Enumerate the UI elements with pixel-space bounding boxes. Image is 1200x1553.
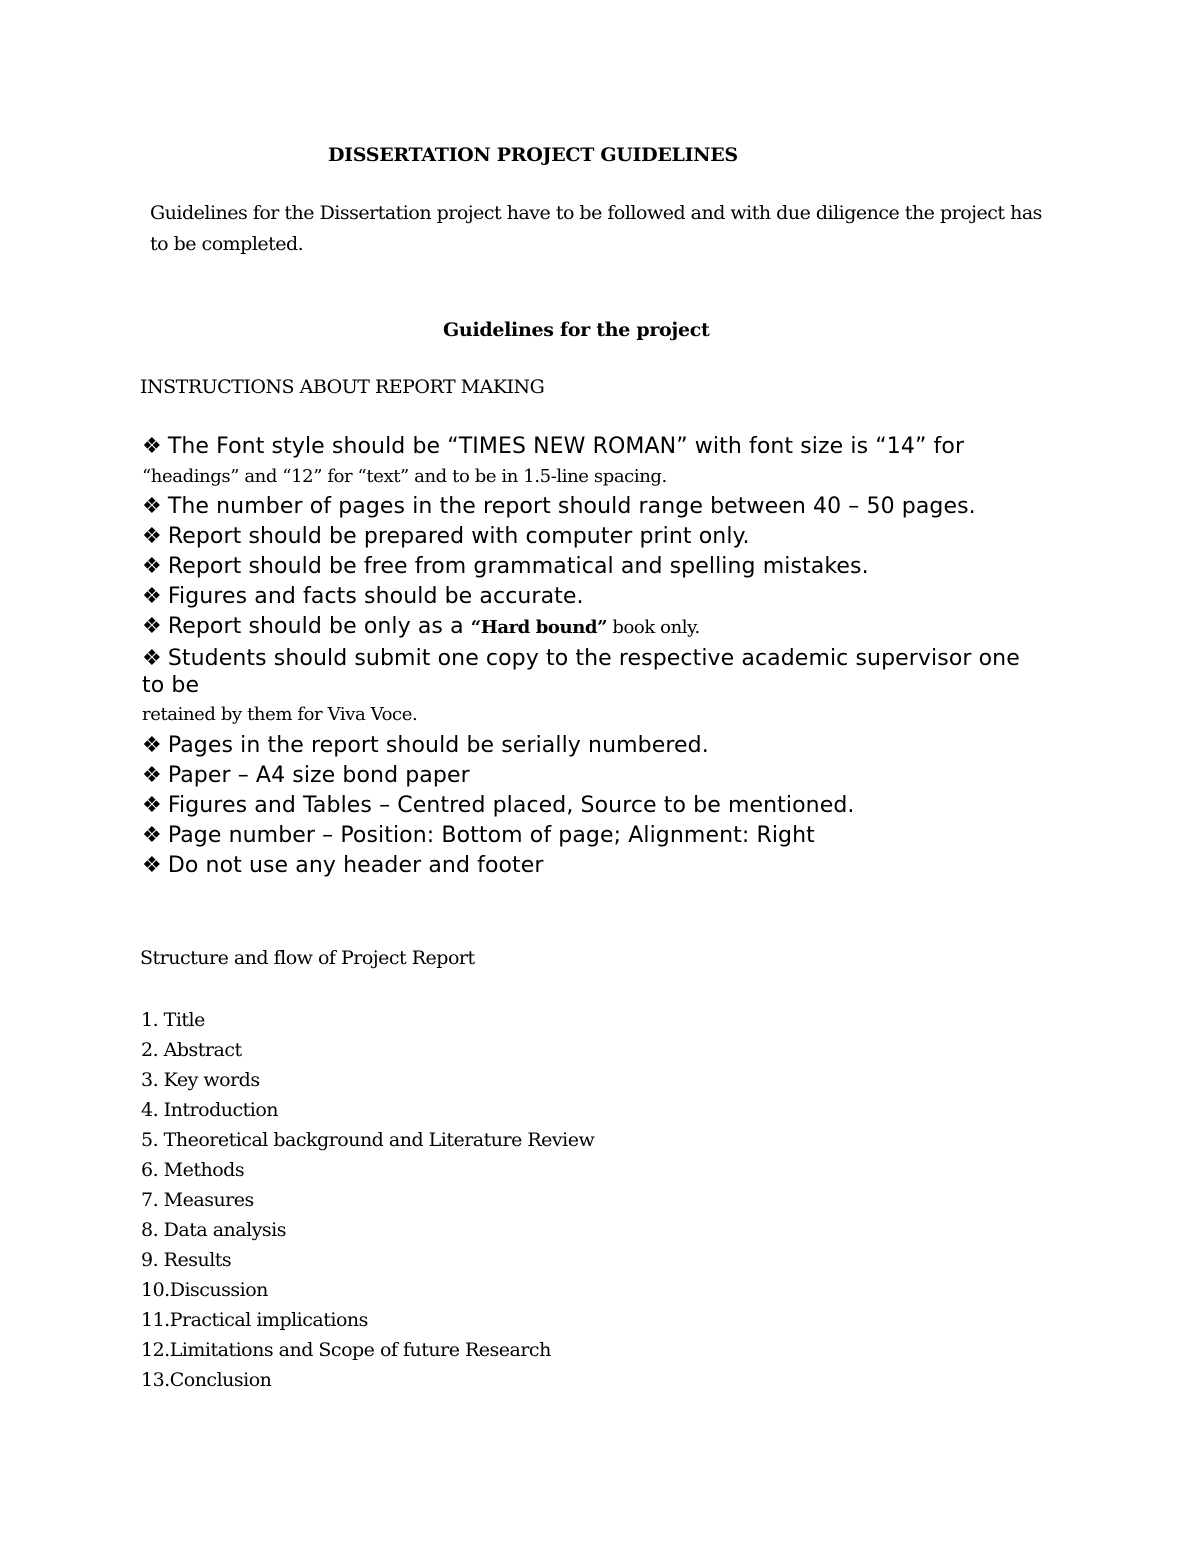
list-item: 10.Discussion <box>141 1279 268 1301</box>
rule-text: Report should be only as a <box>167 614 471 639</box>
rule-item <box>142 791 1062 821</box>
rule-text: Do not use any header and footer <box>167 853 544 878</box>
diamond-bullet-icon: ❖ <box>142 763 162 788</box>
list-item: 2. Abstract <box>141 1039 242 1061</box>
rule-item <box>142 552 1062 582</box>
list-item: 12.Limitations and Scope of future Research <box>141 1339 551 1361</box>
rule-item <box>142 612 1062 643</box>
list-item: 7. Measures <box>141 1189 254 1211</box>
diamond-bullet-icon: ❖ <box>142 733 162 758</box>
diamond-bullet-icon: ❖ <box>142 524 162 549</box>
diamond-bullet-icon: ❖ <box>142 584 162 609</box>
rule-item <box>142 432 1062 462</box>
list-item: 13.Conclusion <box>141 1369 272 1391</box>
structure-list <box>141 1005 594 1395</box>
list-item: 4. Introduction <box>141 1099 278 1121</box>
rule-text: Paper – A4 size bond paper <box>167 763 470 788</box>
list-item: 3. Key words <box>141 1069 260 1091</box>
rule-text: Page number – Position: Bottom of page; Alignment: Right <box>167 823 815 848</box>
structure-heading: Structure and flow of Project Report <box>140 947 475 969</box>
rule-item <box>142 582 1062 612</box>
diamond-bullet-icon: ❖ <box>142 434 162 459</box>
list-item: 1. Title <box>141 1009 205 1031</box>
list-item: 6. Methods <box>141 1159 245 1181</box>
rule-text: The Font style should be “TIMES NEW ROMAN” with font size is “14” for <box>167 434 965 459</box>
page-title: DISSERTATION PROJECT GUIDELINES <box>328 144 738 166</box>
diamond-bullet-icon: ❖ <box>142 646 162 671</box>
section-subtitle: Guidelines for the project <box>443 319 710 341</box>
rule-text: Figures and Tables – Centred placed, Source to be mentioned. <box>167 793 855 818</box>
diamond-bullet-icon: ❖ <box>142 614 162 639</box>
rule-item <box>142 851 1062 881</box>
rule-item <box>142 761 1062 791</box>
rule-text: The number of pages in the report should range between 40 – 50 pages. <box>167 494 976 519</box>
rule-bold-text: “Hard bound” <box>470 617 608 638</box>
list-item: 8. Data analysis <box>141 1219 287 1241</box>
rule-text: Report should be free from grammatical and spelling mistakes. <box>167 554 869 579</box>
diamond-bullet-icon: ❖ <box>142 823 162 848</box>
diamond-bullet-icon: ❖ <box>142 793 162 818</box>
diamond-bullet-icon: ❖ <box>142 853 162 878</box>
instructions-heading: INSTRUCTIONS ABOUT REPORT MAKING <box>140 376 545 398</box>
list-item: 9. Results <box>141 1249 232 1271</box>
rule-tail-text: book only. <box>607 617 700 638</box>
list-item: 5. Theoretical background and Literature Review <box>141 1129 595 1151</box>
diamond-bullet-icon: ❖ <box>142 554 162 579</box>
rule-text: Figures and facts should be accurate. <box>167 584 584 609</box>
rule-continuation: retained by them for Viva Voce. <box>142 704 418 725</box>
rule-item <box>142 731 1062 761</box>
rule-text: Students should submit one copy to the respective academic supervisor one to be <box>142 646 1020 698</box>
rule-item <box>142 643 1042 699</box>
diamond-bullet-icon: ❖ <box>142 494 162 519</box>
list-item: 11.Practical implications <box>141 1309 368 1331</box>
rule-text: Report should be prepared with computer print only. <box>167 524 750 549</box>
intro-paragraph: Guidelines for the Dissertation project have to be followed and with due diligence the project has to be completed. <box>150 202 1042 255</box>
rule-continuation: “headings” and “12” for “text” and to be in 1.5-line spacing. <box>142 466 667 487</box>
rule-item <box>142 821 1062 851</box>
instructions-list <box>142 432 1062 881</box>
rule-item <box>142 492 1062 522</box>
rule-text: Pages in the report should be serially numbered. <box>167 733 709 758</box>
rule-item <box>142 522 1062 552</box>
